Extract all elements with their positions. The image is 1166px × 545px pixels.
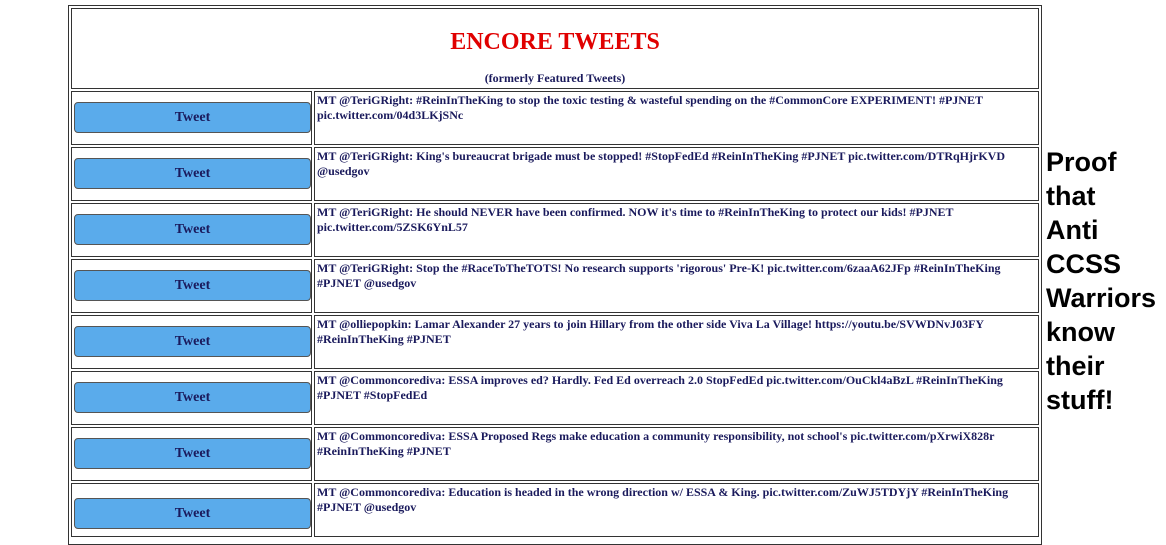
tweet-text: MT @TeriGRight: Stop the #RaceToTheTOTS! No research supports 'rigorous' Pre-K! pic.twitter.com/6zaaA62JFp #ReinInTheKing #PJNET @usedgov xyxy=(314,259,1039,313)
tweet-row xyxy=(71,91,1039,145)
tweet-button[interactable]: Tweet xyxy=(74,382,311,413)
tweet-text: MT @TeriGRight: King's bureaucrat brigade must be stopped! #StopFedEd #ReinInTheKing #PJNET pic.twitter.com/DTRqHjrKVD @usedgov xyxy=(314,147,1039,201)
tweet-button[interactable]: Tweet xyxy=(74,326,311,357)
sidebar-caption-line: Proof xyxy=(1046,147,1117,177)
sidebar-caption-line: their xyxy=(1046,351,1105,381)
tweet-button-cell xyxy=(71,259,312,313)
tweet-button-cell xyxy=(71,315,312,369)
sidebar-caption-line: know xyxy=(1046,317,1116,347)
sidebar-caption-line: that xyxy=(1046,181,1096,211)
tweet-row xyxy=(71,259,1039,313)
tweet-button-cell xyxy=(71,147,312,201)
tweet-row xyxy=(71,427,1039,481)
sidebar-caption-line: stuff! xyxy=(1046,385,1114,415)
sidebar-caption-line: Warriors xyxy=(1046,283,1157,313)
page-subtitle: (formerly Featured Tweets) xyxy=(484,71,626,85)
sidebar-caption-line: Anti xyxy=(1046,215,1099,245)
tweet-button-cell xyxy=(71,371,312,425)
tweet-button[interactable]: Tweet xyxy=(74,158,311,189)
tweet-button[interactable]: Tweet xyxy=(74,498,311,529)
tweet-button-cell xyxy=(71,91,312,145)
tweet-button[interactable]: Tweet xyxy=(74,270,311,301)
tweet-row xyxy=(71,315,1039,369)
tweet-row xyxy=(71,371,1039,425)
tweet-button[interactable]: Tweet xyxy=(74,214,311,245)
tweet-button[interactable]: Tweet xyxy=(74,102,311,133)
tweet-button-cell xyxy=(71,203,312,257)
tweet-text: MT @TeriGRight: #ReinInTheKing to stop the toxic testing & wasteful spending on the #CommonCore EXPERIMENT! #PJNET pic.twitter.com/04d3LKjSNc xyxy=(314,91,1039,145)
tweet-text: MT @Commoncorediva: ESSA improves ed? Hardly. Fed Ed overreach 2.0 StopFedEd pic.twitter.com/OuCkl4aBzL #ReinInTheKing #PJNET #StopFedEd xyxy=(314,371,1039,425)
tweet-row xyxy=(71,147,1039,201)
tweet-text: MT @olliepopkin: Lamar Alexander 27 years to join Hillary from the other side Viva La Village! https://youtu.be/SVWDNvJ03FY #ReinInTheKing #PJNET xyxy=(314,315,1039,369)
sidebar-caption-line: CCSS xyxy=(1046,249,1122,279)
page-title: ENCORE TWEETS xyxy=(450,29,660,55)
tweet-button-cell xyxy=(71,427,312,481)
tweet-button[interactable]: Tweet xyxy=(74,438,311,469)
encore-tweets-table xyxy=(68,5,1042,545)
table-header xyxy=(71,8,1039,89)
tweet-text: MT @Commoncorediva: Education is headed in the wrong direction w/ ESSA & King. pic.twitter.com/ZuWJ5TDYjY #ReinInTheKing #PJNET @usedgov xyxy=(314,483,1039,537)
tweet-text: MT @TeriGRight: He should NEVER have been confirmed. NOW it's time to #ReinInTheKing to protect our kids! #PJNET pic.twitter.com/5ZSK6YnL57 xyxy=(314,203,1039,257)
tweet-row xyxy=(71,203,1039,257)
tweet-text: MT @Commoncorediva: ESSA Proposed Regs make education a community responsibility, not school's pic.twitter.com/pXrwiX828r #ReinInTheKing #PJNET xyxy=(314,427,1039,481)
sidebar-caption xyxy=(1046,145,1166,417)
